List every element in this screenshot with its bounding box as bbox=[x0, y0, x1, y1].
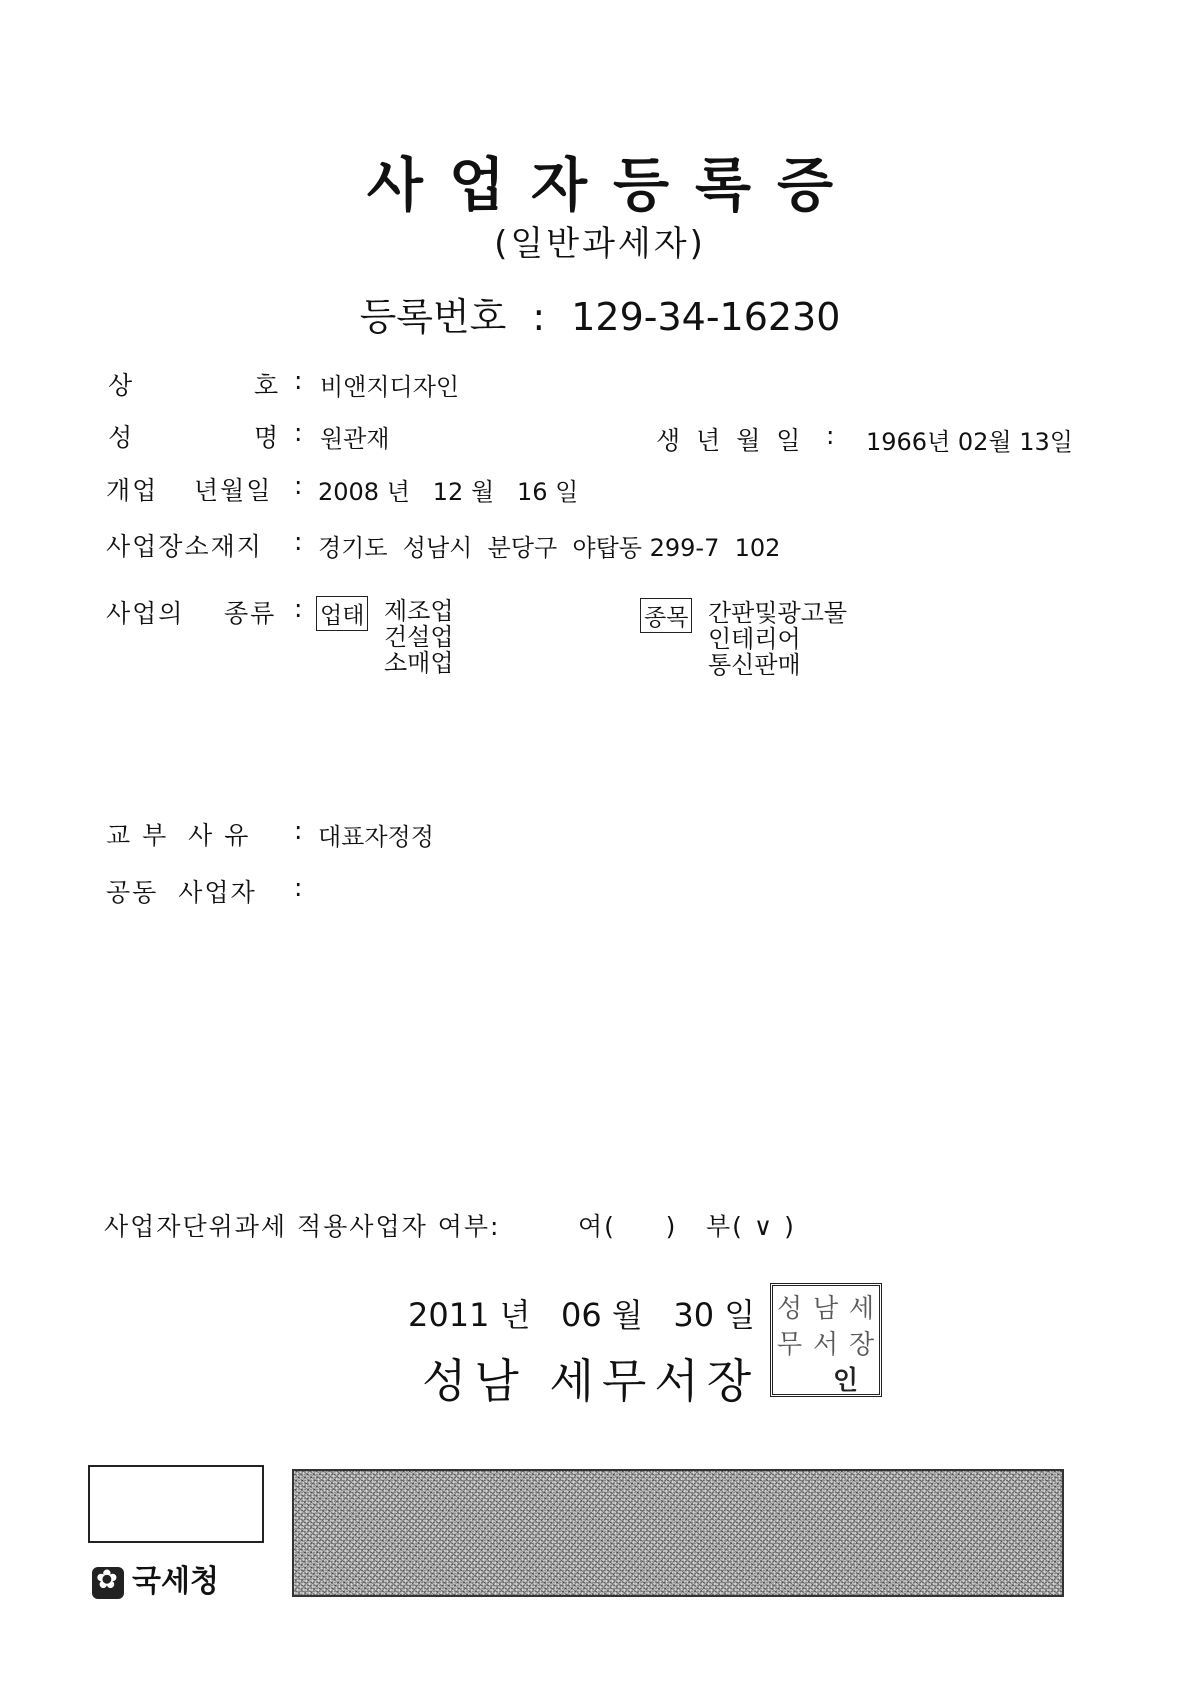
unit-tax-yes: 여( ) bbox=[578, 1212, 678, 1241]
business-type-colon: : bbox=[294, 594, 305, 623]
item-entry: 간판및광고물 bbox=[708, 599, 848, 627]
name-value: 원관재 bbox=[320, 425, 390, 453]
address-value: 경기도 성남시 분당구 야탑동 299-7 102 bbox=[318, 534, 781, 562]
business-type-label-2: 종류 bbox=[224, 599, 277, 628]
item-entry: 통신판매 bbox=[708, 651, 801, 679]
registration-number-line bbox=[0, 286, 1200, 341]
open-date-colon: : bbox=[294, 471, 305, 500]
official-seal: 성 남 세 무 서 장 인 bbox=[770, 1283, 882, 1397]
open-date-label-1: 개업 bbox=[106, 476, 159, 505]
tax-office-name: 성남 세무서장 bbox=[422, 1354, 760, 1408]
open-date-value: 2008 년 12 월 16 일 bbox=[318, 478, 579, 506]
category-item: 소매업 bbox=[384, 649, 454, 677]
unit-tax-label: 사업자단위과세 적용사업자 여부: bbox=[104, 1212, 501, 1241]
trade-name-colon: : bbox=[294, 366, 305, 395]
trade-name-label-2: 호 bbox=[254, 371, 281, 400]
registration-number-value: 129-34-16230 bbox=[571, 295, 841, 339]
trade-name-label-1: 상 bbox=[108, 371, 135, 400]
trade-name-value: 비앤지디자인 bbox=[320, 373, 460, 401]
nts-logo bbox=[92, 1556, 219, 1600]
category-item: 건설업 bbox=[384, 623, 454, 651]
name-colon: : bbox=[294, 418, 305, 447]
birth-date-value: 1966년 02월 13일 bbox=[866, 428, 1073, 456]
issue-date: 2011 년 06 월 30 일 bbox=[408, 1296, 756, 1334]
joint-business-label: 공동 사업자 bbox=[106, 878, 257, 907]
nts-agency-name: 국세청 bbox=[132, 1564, 219, 1599]
address-label: 사업장소재지 bbox=[106, 532, 263, 561]
birth-date-label: 생 년 월 일 bbox=[656, 426, 805, 455]
item-list bbox=[708, 600, 847, 678]
open-date-label-2: 년월일 bbox=[194, 476, 273, 505]
address-colon: : bbox=[294, 527, 305, 556]
business-type-label-1: 사업의 bbox=[106, 599, 185, 628]
nts-emblem-icon bbox=[92, 1567, 124, 1599]
category-tag: 업태 bbox=[316, 596, 368, 631]
category-list bbox=[384, 598, 454, 676]
item-entry: 인테리어 bbox=[708, 625, 801, 653]
unit-tax-no: 부( ∨ ) bbox=[706, 1212, 796, 1241]
item-tag: 종목 bbox=[640, 598, 692, 633]
joint-business-colon: : bbox=[294, 873, 305, 902]
document-title: 사업자등록증 bbox=[366, 151, 860, 219]
issue-reason-label: 교 부 사 유 bbox=[106, 821, 251, 850]
security-pattern bbox=[292, 1469, 1064, 1597]
issue-reason-value: 대표자정정 bbox=[318, 823, 434, 851]
issue-reason-colon: : bbox=[294, 816, 305, 845]
name-label-1: 성 bbox=[108, 423, 135, 452]
category-item: 제조업 bbox=[384, 597, 454, 625]
name-label-2: 명 bbox=[254, 423, 281, 452]
registration-number-colon: : bbox=[532, 295, 546, 339]
birth-date-colon: : bbox=[826, 421, 837, 450]
taxpayer-type: (일반과세자) bbox=[494, 224, 706, 264]
registration-number-label: 등록번호 bbox=[359, 295, 507, 339]
stamp-box bbox=[88, 1465, 264, 1543]
